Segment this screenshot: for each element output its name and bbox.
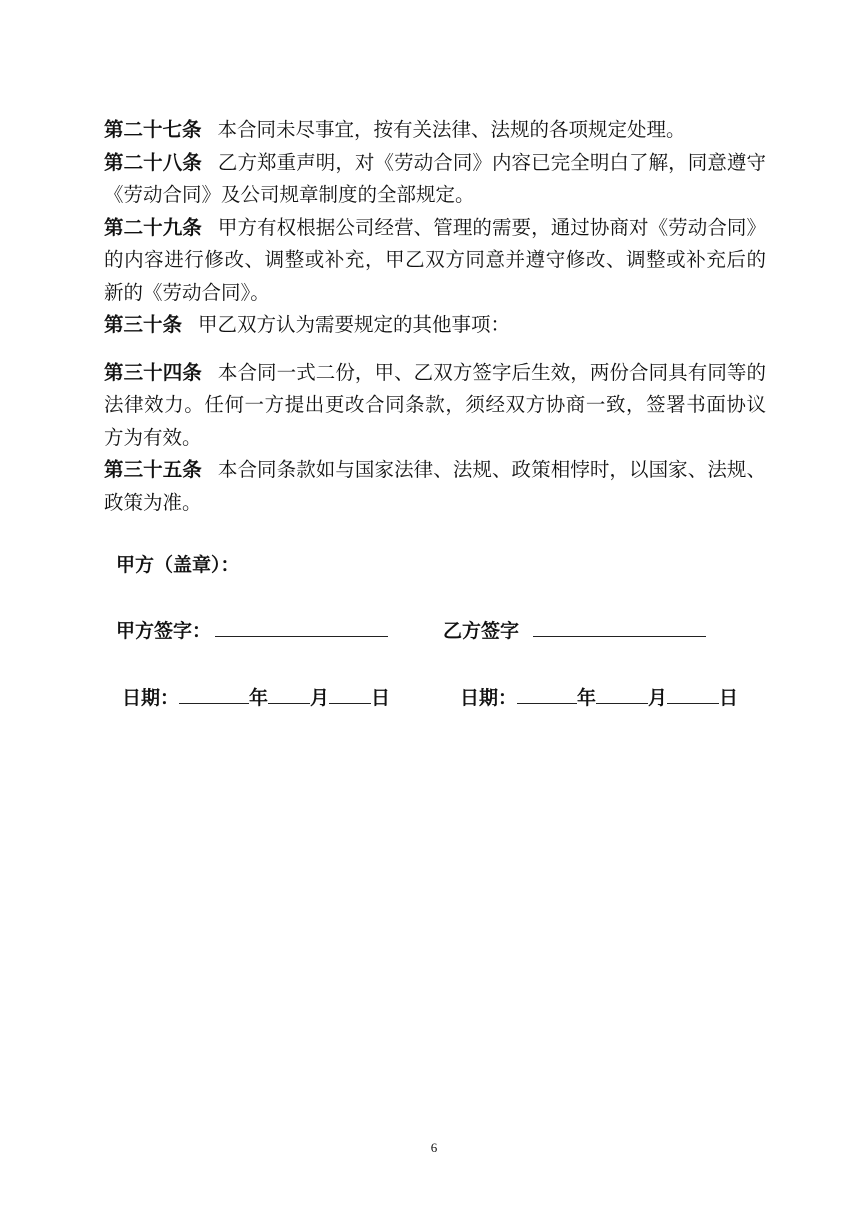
- month-label: 月: [648, 687, 668, 709]
- article-29: [104, 212, 766, 310]
- month-label: 月: [310, 687, 330, 709]
- article-30: [104, 309, 766, 342]
- party-a-signature-line[interactable]: [215, 616, 388, 637]
- party-b-signature-field[interactable]: [443, 616, 706, 643]
- article-title: 第二十七条: [104, 118, 202, 141]
- article-27: [104, 114, 766, 147]
- date-label: 日期：: [122, 687, 180, 709]
- article-title: 第三十四条: [104, 360, 202, 384]
- page-number: 6: [430, 1140, 438, 1155]
- article-title: 第二十九条: [104, 215, 202, 239]
- article-text: 乙方郑重声明，对《劳动合同》内容已完全明白了解，同意遵守《劳动合同》及公司规章制度的全部规定。: [104, 150, 766, 206]
- year-blank[interactable]: [517, 683, 577, 704]
- day-blank[interactable]: [329, 683, 371, 704]
- day-label: 日: [371, 687, 391, 709]
- article-title: 第三十五条: [104, 458, 202, 481]
- article-text: 本合同未尽事宜，按有关法律、法规的各项规定处理。: [217, 118, 686, 141]
- month-blank[interactable]: [596, 683, 648, 704]
- article-text: 甲方有权根据公司经营、管理的需要，通过协商对《劳动合同》的内容进行修改、调整或补充，甲乙双方同意并遵守修改、调整或补充后的新的《劳动合同》。: [104, 215, 766, 304]
- year-label: 年: [249, 687, 269, 709]
- party-a-signature-field[interactable]: [116, 616, 388, 643]
- article-title: 第三十条: [104, 313, 183, 336]
- party-b-sign-label: 乙方签字: [443, 620, 520, 642]
- month-blank[interactable]: [268, 683, 310, 704]
- party-b-date-field: [460, 683, 738, 710]
- party-a-date-field: [122, 683, 390, 710]
- year-label: 年: [577, 687, 597, 709]
- article-34: [104, 357, 766, 455]
- article-35: [104, 454, 766, 519]
- article-text: 本合同条款如与国家法律、法规、政策相悖时，以国家、法规、政策为准。: [104, 458, 766, 514]
- article-text: 甲乙双方认为需要规定的其他事项：: [198, 313, 511, 336]
- day-label: 日: [719, 687, 739, 709]
- year-blank[interactable]: [179, 683, 249, 704]
- contract-articles: [104, 114, 766, 519]
- party-b-signature-line[interactable]: [533, 616, 706, 637]
- party-a-seal-label: 甲方（盖章）：: [116, 554, 240, 576]
- party-a-sign-label: 甲方签字：: [116, 620, 212, 642]
- date-label: 日期：: [460, 687, 518, 709]
- day-blank[interactable]: [667, 683, 719, 704]
- article-28: [104, 147, 766, 212]
- article-title: 第二十八条: [104, 150, 202, 174]
- article-text: 本合同一式二份，甲、乙双方签字后生效，两份合同具有同等的法律效力。任何一方提出更改合同条款，须经双方协商一致，签署书面协议方为有效。: [104, 360, 766, 449]
